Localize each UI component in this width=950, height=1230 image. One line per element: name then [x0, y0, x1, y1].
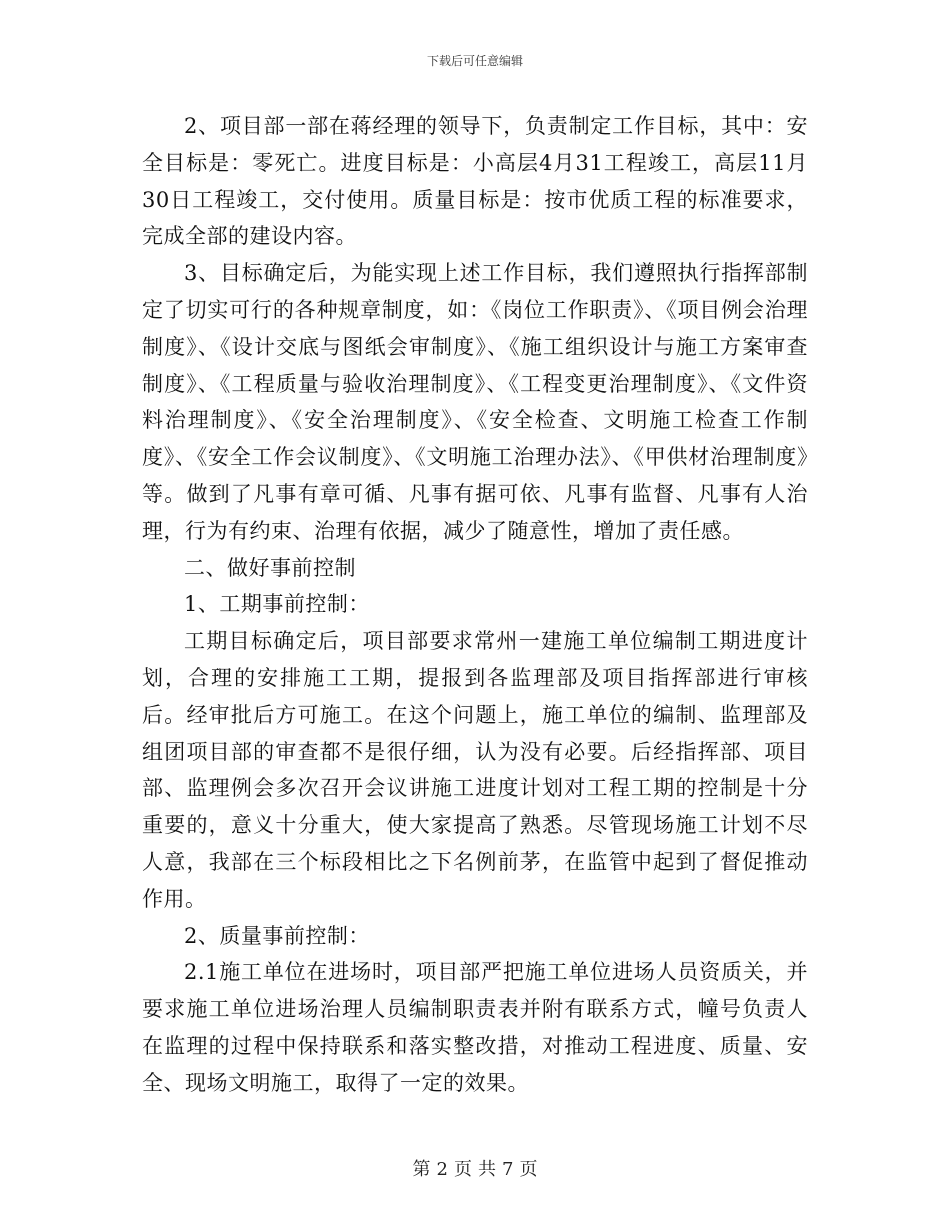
footer-prefix: 第	[412, 1159, 431, 1180]
footer-total-pages: 7	[502, 1159, 514, 1180]
footer-page-word: 页	[454, 1159, 472, 1180]
document-body	[142, 108, 808, 1102]
paragraph-regulations: 3、目标确定后，为能实现上述工作目标，我们遵照执行指挥部制定了切实可行的各种规章制度，如：《岗位工作职责》、《项目例会治理制度》、《设计交底与图纸会审制度》、《施工组织设计与施工方案审查制度》、《工程质量与验收治理制度》、《工程变更治理制度》、《文件资料治理制度》、《安全治理制度》、《安全检查、文明施工检查工作制度》、《安全工作会议制度》、《文明施工治理办法》、《甲供材治理制度》等。做到了凡事有章可循、凡事有据可依、凡事有监督、凡事有人治理，行为有约束、治理有依据，减少了随意性，增加了责任感。	[142, 261, 808, 543]
paragraph-goals: 2、项目部一部在蒋经理的领导下，负责制定工作目标，其中：安全目标是：零死亡。进度目标是：小高层4月31工程竣工，高层11月30日工程竣工，交付使用。质量目标是：按市优质工程的标准要求，完成全部的建设内容。	[142, 114, 808, 249]
subheading-schedule-control: 1、工期事前控制：	[184, 592, 370, 617]
footer-suffix: 页	[519, 1159, 538, 1180]
footer-current-page: 2	[436, 1159, 448, 1180]
paragraph-quality-control: 2.1施工单位在进场时，项目部严把施工单位进场人员资质关，并要求施工单位进场治理人员编制职责表并附有联系方式，幢号负责人在监理的过程中保持联系和落实整改措，对推动工程进度、质量、安全、现场文明施工，取得了一定的效果。	[142, 960, 808, 1095]
footer-total-word: 共	[478, 1159, 496, 1180]
header-note: 下载后可任意编辑	[426, 54, 523, 68]
subheading-quality-control: 2、质量事前控制：	[184, 923, 370, 948]
section-heading-prior-control: 二、做好事前控制	[184, 555, 356, 580]
paragraph-schedule-control: 工期目标确定后，项目部要求常州一建施工单位编制工期进度计划，合理的安排施工工期，提报到各监理部及项目指挥部进行审核后。经审批后方可施工。在这个问题上，施工单位的编制、监理部及组团项目部的审查都不是很仔细，认为没有必要。后经指挥部、项目部、监理例会多次召开会议讲施工进度计划对工程工期的控制是十分重要的，意义十分重大，使大家提高了熟悉。尽管现场施工计划不尽人意，我部在三个标段相比之下名例前茅，在监管中起到了督促推动作用。	[142, 629, 808, 911]
page-footer	[0, 1155, 950, 1181]
